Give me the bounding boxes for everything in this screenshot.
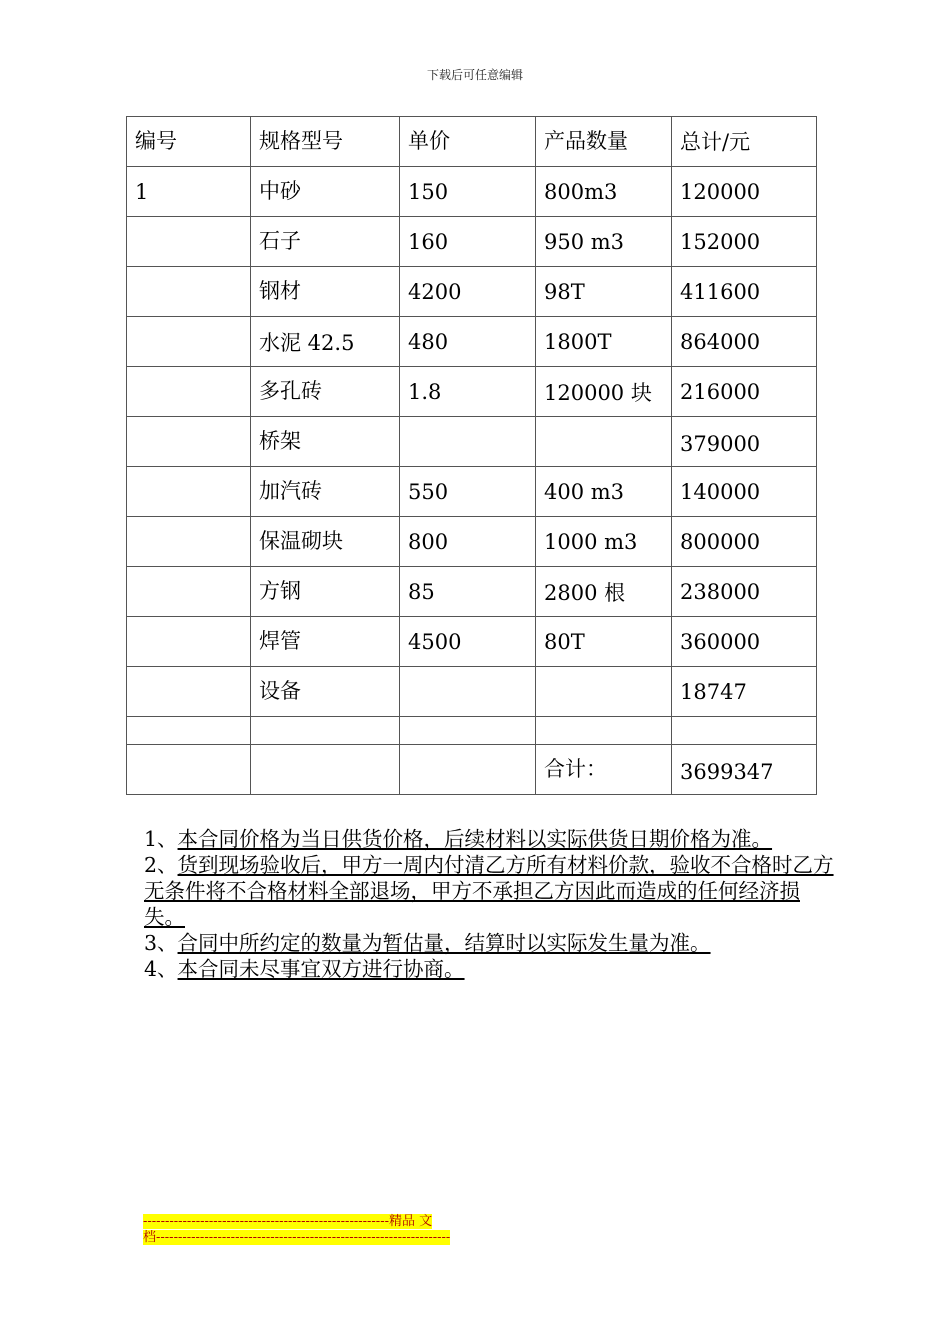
table-row (127, 417, 817, 467)
grand-total-value: 3699347 (672, 745, 817, 795)
table-row (127, 467, 817, 517)
cell-total: 379000 (672, 417, 817, 467)
page-header: 下载后可任意编辑 (426, 68, 523, 82)
term-item (144, 930, 834, 956)
cell-number (127, 717, 251, 745)
cell-number (127, 745, 251, 795)
cell-unit-price (400, 717, 536, 745)
cell-number (127, 617, 251, 667)
term-item (144, 852, 834, 930)
cell-total: 18747 (672, 667, 817, 717)
table-row (127, 517, 817, 567)
cell-spec: 加汽砖 (251, 467, 400, 517)
cell-quantity: 800m3 (536, 167, 672, 217)
cell-number (127, 267, 251, 317)
cell-spec: 中砂 (251, 167, 400, 217)
footer-line-2: 档------------------------------------------------------------------- (143, 1230, 451, 1245)
cell-total: 238000 (672, 567, 817, 617)
cell-quantity: 2800 根 (536, 567, 672, 617)
cell-total: 411600 (672, 267, 817, 317)
header-cell-unit-price: 单价 (400, 117, 536, 167)
table-row (127, 617, 817, 667)
cell-unit-price: 160 (400, 217, 536, 267)
cell-spec: 焊管 (251, 617, 400, 667)
cell-unit-price: 4500 (400, 617, 536, 667)
cell-spec: 石子 (251, 217, 400, 267)
cell-total: 800000 (672, 517, 817, 567)
cell-number (127, 667, 251, 717)
cell-unit-price: 85 (400, 567, 536, 617)
table-header-row (127, 117, 817, 167)
cell-number (127, 367, 251, 417)
table-row (127, 667, 817, 717)
table-row (127, 717, 817, 745)
total-label: 合计： (536, 745, 672, 795)
cell-spec: 保温砌块 (251, 517, 400, 567)
cell-number (127, 517, 251, 567)
cell-quantity: 950 m3 (536, 217, 672, 267)
cell-unit-price: 480 (400, 317, 536, 367)
cell-quantity: 400 m3 (536, 467, 672, 517)
cell-spec: 桥架 (251, 417, 400, 467)
materials-table (126, 116, 817, 795)
page-footer (143, 1214, 450, 1246)
term-number: 1、 (144, 827, 178, 851)
table-row (127, 167, 817, 217)
cell-total: 864000 (672, 317, 817, 367)
cell-spec: 设备 (251, 667, 400, 717)
cell-quantity: 80T (536, 617, 672, 667)
cell-spec: 水泥 42.5 (251, 317, 400, 367)
cell-unit-price: 800 (400, 517, 536, 567)
cell-total: 120000 (672, 167, 817, 217)
term-number: 4、 (144, 957, 178, 981)
cell-spec: 方钢 (251, 567, 400, 617)
cell-number (127, 317, 251, 367)
footer-line-1: --------------------------------------------------------精品 文 (143, 1214, 433, 1229)
cell-number (127, 567, 251, 617)
header-cell-total: 总计/元 (672, 117, 817, 167)
cell-unit-price: 150 (400, 167, 536, 217)
term-text: 货到现场验收后，甲方一周内付清乙方所有材料价款，验收不合格时乙方无条件将不合格材料全部退场，甲方不承担乙方因此而造成的任何经济损失。 (144, 853, 834, 929)
cell-unit-price: 1.8 (400, 367, 536, 417)
table-row (127, 317, 817, 367)
term-text: 合同中所约定的数量为暂估量，结算时以实际发生量为准。 (177, 931, 711, 955)
term-number: 3、 (144, 931, 178, 955)
table-row (127, 267, 817, 317)
cell-total: 216000 (672, 367, 817, 417)
term-text: 本合同价格为当日供货价格，后续材料以实际供货日期价格为准。 (177, 827, 773, 851)
cell-unit-price: 4200 (400, 267, 536, 317)
cell-unit-price (400, 417, 536, 467)
term-item (144, 826, 834, 852)
table-total-row (127, 745, 817, 795)
cell-quantity: 120000 块 (536, 367, 672, 417)
table-row (127, 567, 817, 617)
cell-unit-price (400, 745, 536, 795)
cell-quantity (536, 667, 672, 717)
contract-terms (144, 826, 834, 982)
term-item (144, 956, 834, 982)
header-cell-spec: 规格型号 (251, 117, 400, 167)
cell-number (127, 467, 251, 517)
cell-unit-price (400, 667, 536, 717)
cell-number (127, 417, 251, 467)
header-cell-quantity: 产品数量 (536, 117, 672, 167)
cell-quantity: 1800T (536, 317, 672, 367)
cell-unit-price: 550 (400, 467, 536, 517)
cell-total (672, 717, 817, 745)
term-number: 2、 (144, 853, 178, 877)
table-row (127, 217, 817, 267)
table-row (127, 367, 817, 417)
cell-quantity (536, 717, 672, 745)
cell-total: 140000 (672, 467, 817, 517)
cell-spec: 多孔砖 (251, 367, 400, 417)
cell-spec (251, 745, 400, 795)
cell-number: 1 (127, 167, 251, 217)
header-cell-number: 编号 (127, 117, 251, 167)
cell-total: 152000 (672, 217, 817, 267)
cell-number (127, 217, 251, 267)
cell-total: 360000 (672, 617, 817, 667)
term-text: 本合同未尽事宜双方进行协商。 (177, 957, 465, 981)
cell-spec (251, 717, 400, 745)
cell-quantity (536, 417, 672, 467)
cell-quantity: 1000 m3 (536, 517, 672, 567)
cell-quantity: 98T (536, 267, 672, 317)
cell-spec: 钢材 (251, 267, 400, 317)
